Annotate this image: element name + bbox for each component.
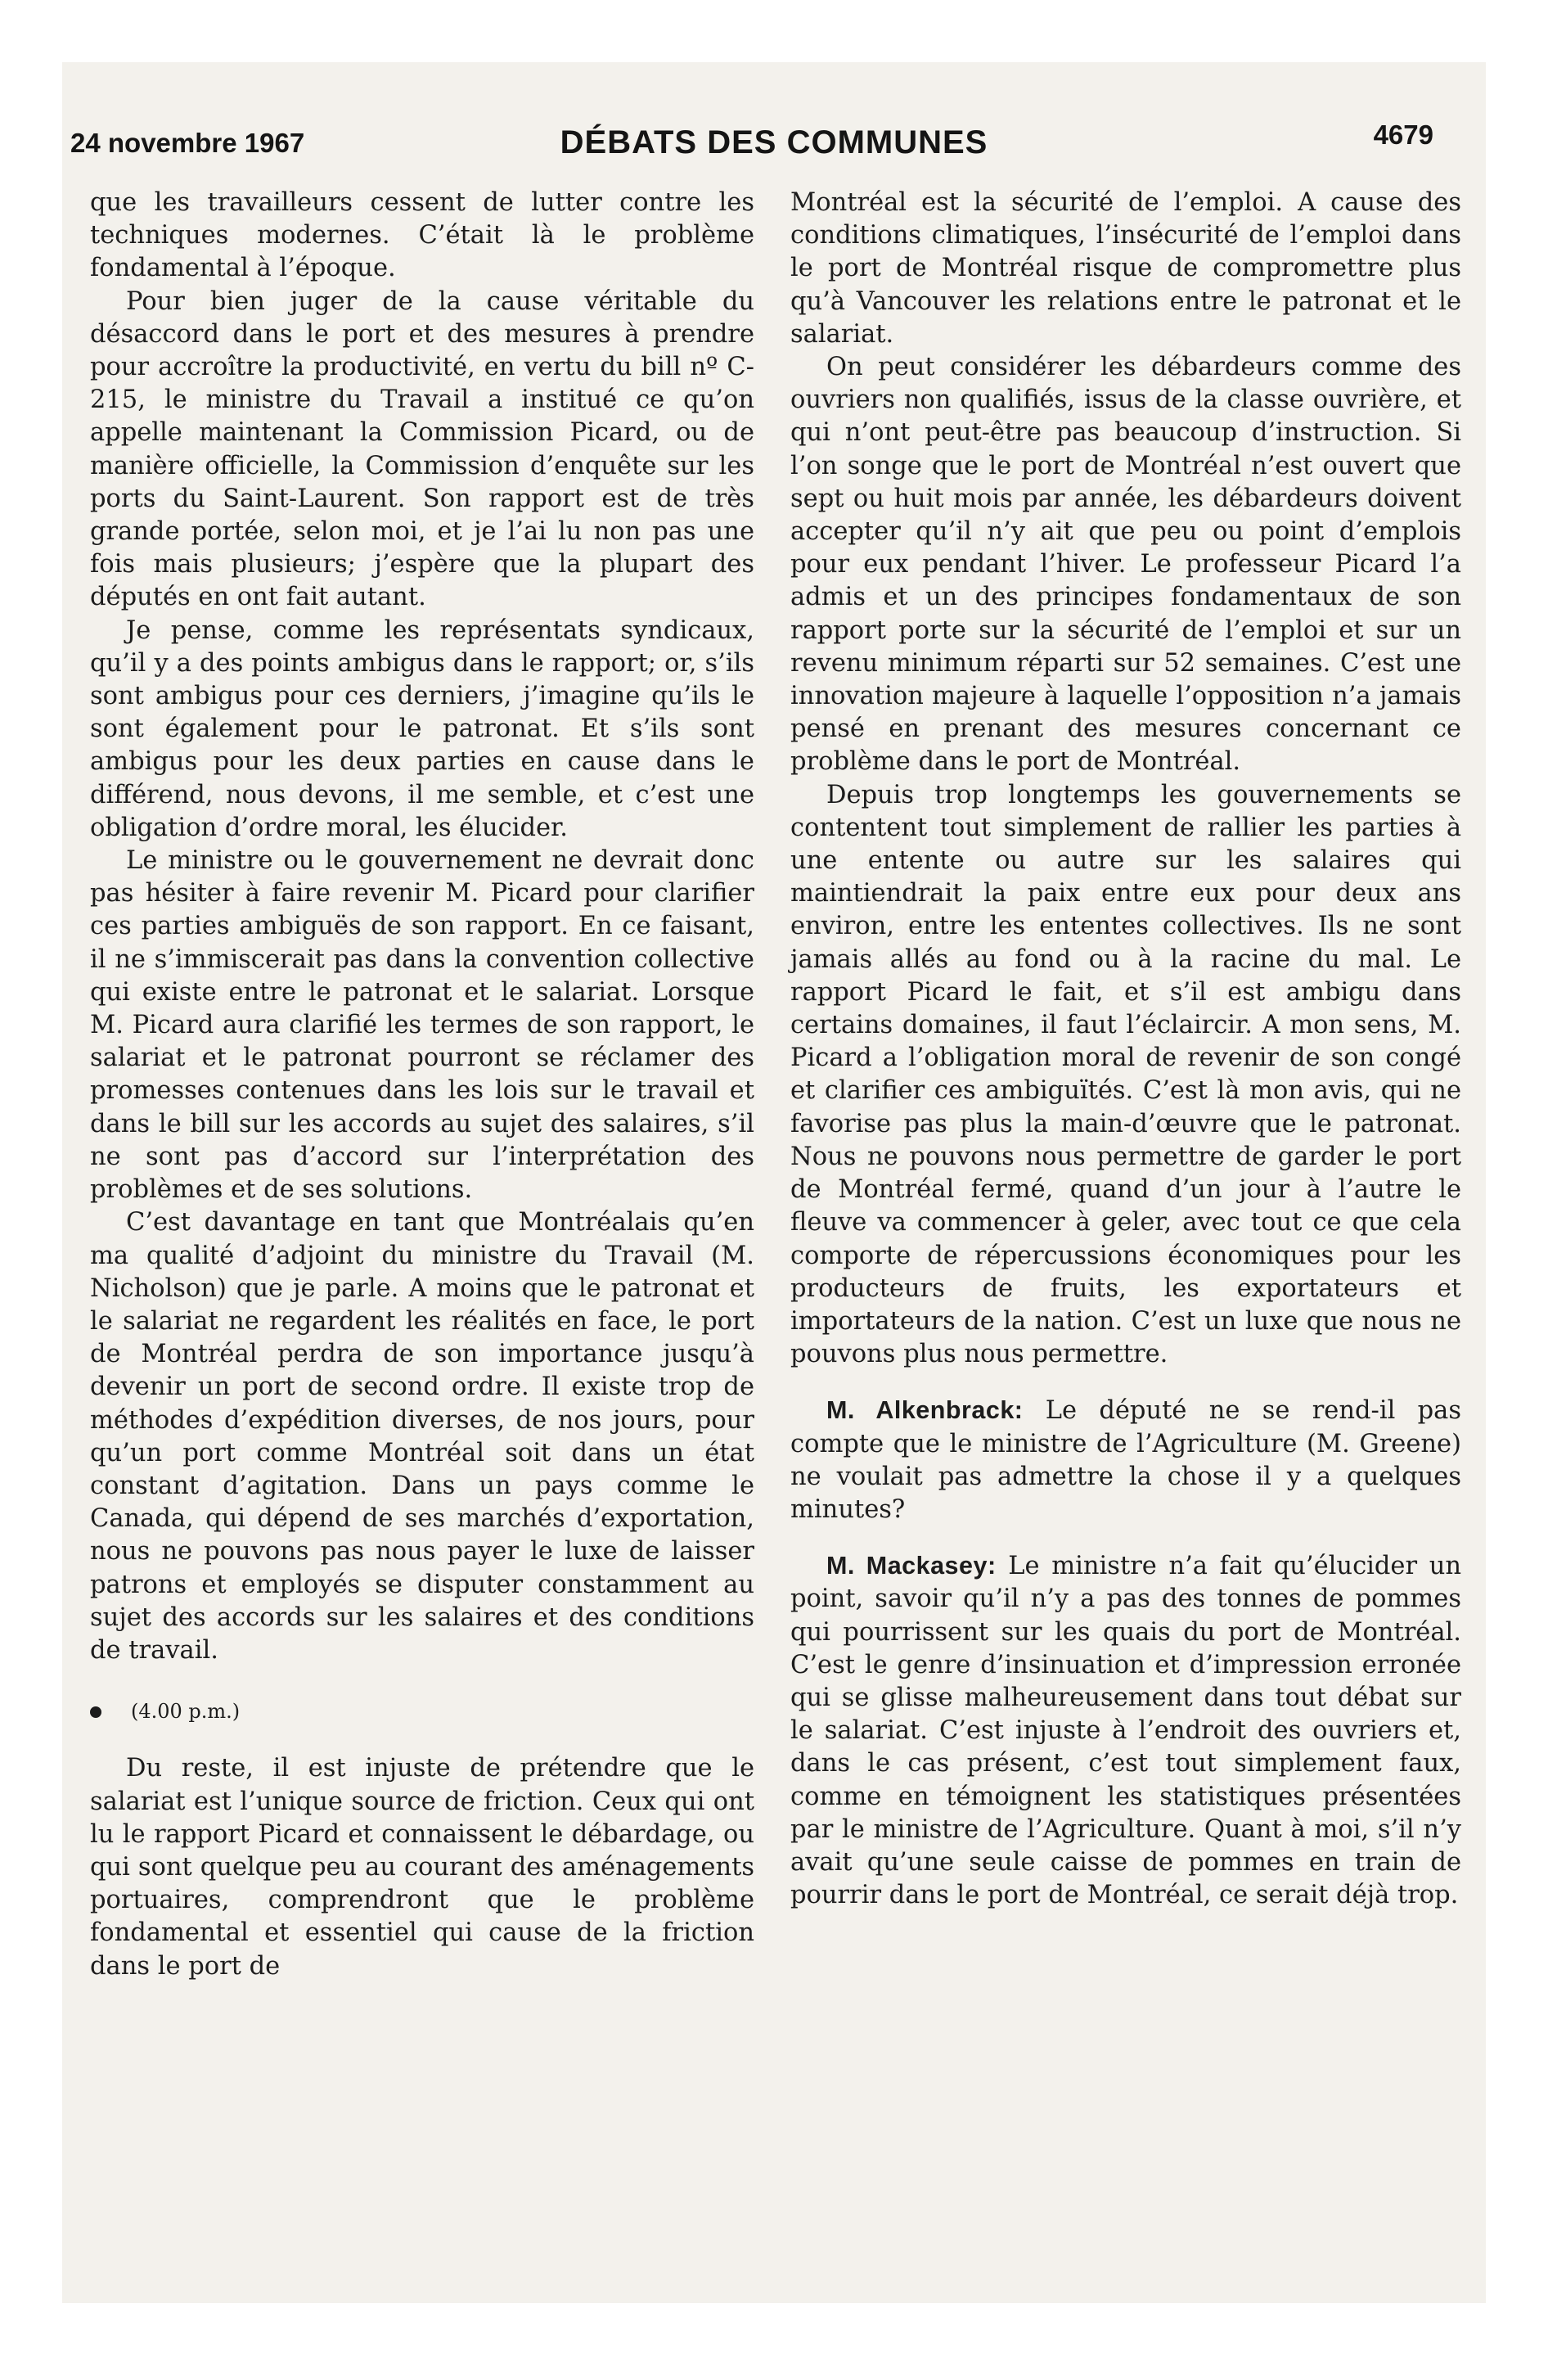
- speaker-name: M. Mackasey:: [826, 1552, 997, 1580]
- paragraph: On peut considérer les débardeurs comme des ouvriers non qualifiés, issus de la classe ouvrière, et qui n’ont peut-être pas beaucoup d’instruction. Si l’on songe que le port de Montréal n’est ouvert que sept ou huit mois par année, les débardeurs doivent accepter qu’il n’y ait que peu ou point d’emplois pour eux pendant l’hiver. Le professeur Picard l’a admis et un des principes fondamentaux de son rapport porte sur la sécurité de l’emploi et sur un revenu minimum réparti sur 52 semaines. C’est une innovation majeure à laquelle l’opposition n’a jamais pensé en prenant des mesures concernant ce problème dans le port de Montréal.: [790, 353, 1461, 777]
- time-marker: [90, 1695, 754, 1728]
- time-mark-text: (4.00 p.m.): [131, 1700, 241, 1724]
- page-number: 4679: [1373, 119, 1433, 150]
- document-page: [62, 62, 1486, 2303]
- paragraph: C’est davantage en tant que Montréalais qu’en ma qualité d’adjoint du ministre du Travail (M. Nicholson) que je parle. A moins que le patronat et le salariat ne regardent les réalités en face, le port de Montréal perdra de son importance jusqu’à devenir un port de second ordre. Il existe trop de méthodes d’expédition diverses, de nos jours, pour qu’un port comme Montréal soit dans un état constant d’agitation. Dans un pays comme le Canada, qui dépend de ses marchés d’exportation, nous ne pouvons pas nous payer le luxe de laisser patrons et employés se disputer constamment au sujet des accords sur les salaires et des conditions de travail.: [90, 1208, 754, 1665]
- paragraph: Montréal est la sécurité de l’emploi. A cause des conditions climatiques, l’insécurité de l’emploi dans le port de Montréal risque de compromettre plus qu’à Vancouver les relations entre le patronat et le salariat.: [790, 188, 1461, 349]
- speech-mackasey: [790, 1549, 1461, 1912]
- speech-alkenbrack: [790, 1394, 1461, 1526]
- paragraph: Depuis trop longtemps les gouvernements se contentent tout simplement de rallier les parties à une entente ou autre sur les salaires qui maintiendrait la paix entre eux pour deux ans environ, entre les ententes collectives. Ils ne sont jamais allés au fond ou à la racine du mal. Le rapport Picard le fait, et s’il est ambigu dans certains domaines, il faut l’éclaircir. A mon sens, M. Picard a l’obligation moral de revenir de son congé et clarifier ces ambiguïtés. C’est là mon avis, qui ne favorise pas plus la main-d’œuvre que le patronat. Nous ne pouvons nous permettre de garder le port de Montréal fermé, quand d’un jour à l’autre le fleuve va commencer à geler, avec tout ce que cela comporte de répercussions économiques pour les producteurs de fruits, les exportateurs et importateurs de la nation. C’est un luxe que nous ne pouvons plus nous permettre.: [790, 780, 1461, 1369]
- speech-text: Le député ne se rend-il pas compte que le ministre de l’Agriculture (M. Greene) ne voulait pas admettre la chose il y a quelques minutes?: [790, 1396, 1461, 1524]
- page-header: [62, 119, 1486, 169]
- bullet-icon: [90, 1706, 101, 1718]
- header-date: 24 novembre 1967: [70, 128, 305, 158]
- paragraph: Le ministre ou le gouvernement ne devrait donc pas hésiter à faire revenir M. Picard pour clarifier ces parties ambiguës de son rapport. En ce faisant, il ne s’immiscerait pas dans la convention collective qui existe entre le patronat et le salariat. Lorsque M. Picard aura clarifié les termes de son rapport, le salariat et le patronat pourront se réclamer des promesses contenues dans les lois sur le travail et dans le bill sur les accords au sujet des salaires, s’il ne sont pas d’accord sur l’interprétation des problèmes et de ses solutions.: [90, 846, 754, 1205]
- paragraph: que les travailleurs cessent de lutter contre les techniques modernes. C’était là le problème fondamental à l’époque.: [90, 188, 754, 283]
- speaker-name: M. Alkenbrack:: [826, 1396, 1024, 1425]
- paragraph: Du reste, il est injuste de prétendre que le salariat est l’unique source de friction. Ceux qui ont lu le rapport Picard et connaissent le débardage, ou qui sont quelque peu au courant des aménagements portuaires, comprendront que le problème fondamental et essentiel qui cause de la friction dans le port de: [90, 1754, 754, 1981]
- right-column: [790, 187, 1461, 1912]
- paragraph: Je pense, comme les représentats syndicaux, qu’il y a des points ambigus dans le rapport; or, s’ils sont ambigus pour ces derniers, j’imagine qu’ils le sont également pour le patronat. Et s’ils sont ambigus pour les deux parties en cause dans le différend, nous devons, il me semble, et c’est une obligation d’ordre moral, les élucider.: [90, 615, 754, 842]
- left-column: [90, 187, 754, 1983]
- header-title: DÉBATS DES COMMUNES: [560, 124, 988, 160]
- speech-text: Le ministre n’a fait qu’élucider un point, savoir qu’il n’y a pas des tonnes de pommes qui pourrissent sur les quais du port de Montréal. C’est le genre d’insinuation et d’impression erronée qui se glisse malheureusement dans tout débat sur le salariat. C’est injuste à l’endroit des ouvriers et, dans le cas présent, c’est tout simplement faux, comme en témoignent les statistiques présentées par le ministre de l’Agriculture. Quant à moi, s’il n’y avait qu’une seule caisse de pommes en train de pourrir dans le port de Montréal, ce serait déjà trop.: [790, 1552, 1461, 1910]
- paragraph: Pour bien juger de la cause véritable du désaccord dans le port et des mesures à prendre pour accroître la productivité, en vertu du bill nº C-215, le ministre du Travail a institué ce qu’on appelle maintenant la Commission Picard, ou de manière officielle, la Commission d’enquête sur les ports du Saint-Laurent. Son rapport est de très grande portée, selon moi, et je l’ai lu non pas une fois mais plusieurs; j’espère que la plupart des députés en ont fait autant.: [90, 286, 754, 612]
